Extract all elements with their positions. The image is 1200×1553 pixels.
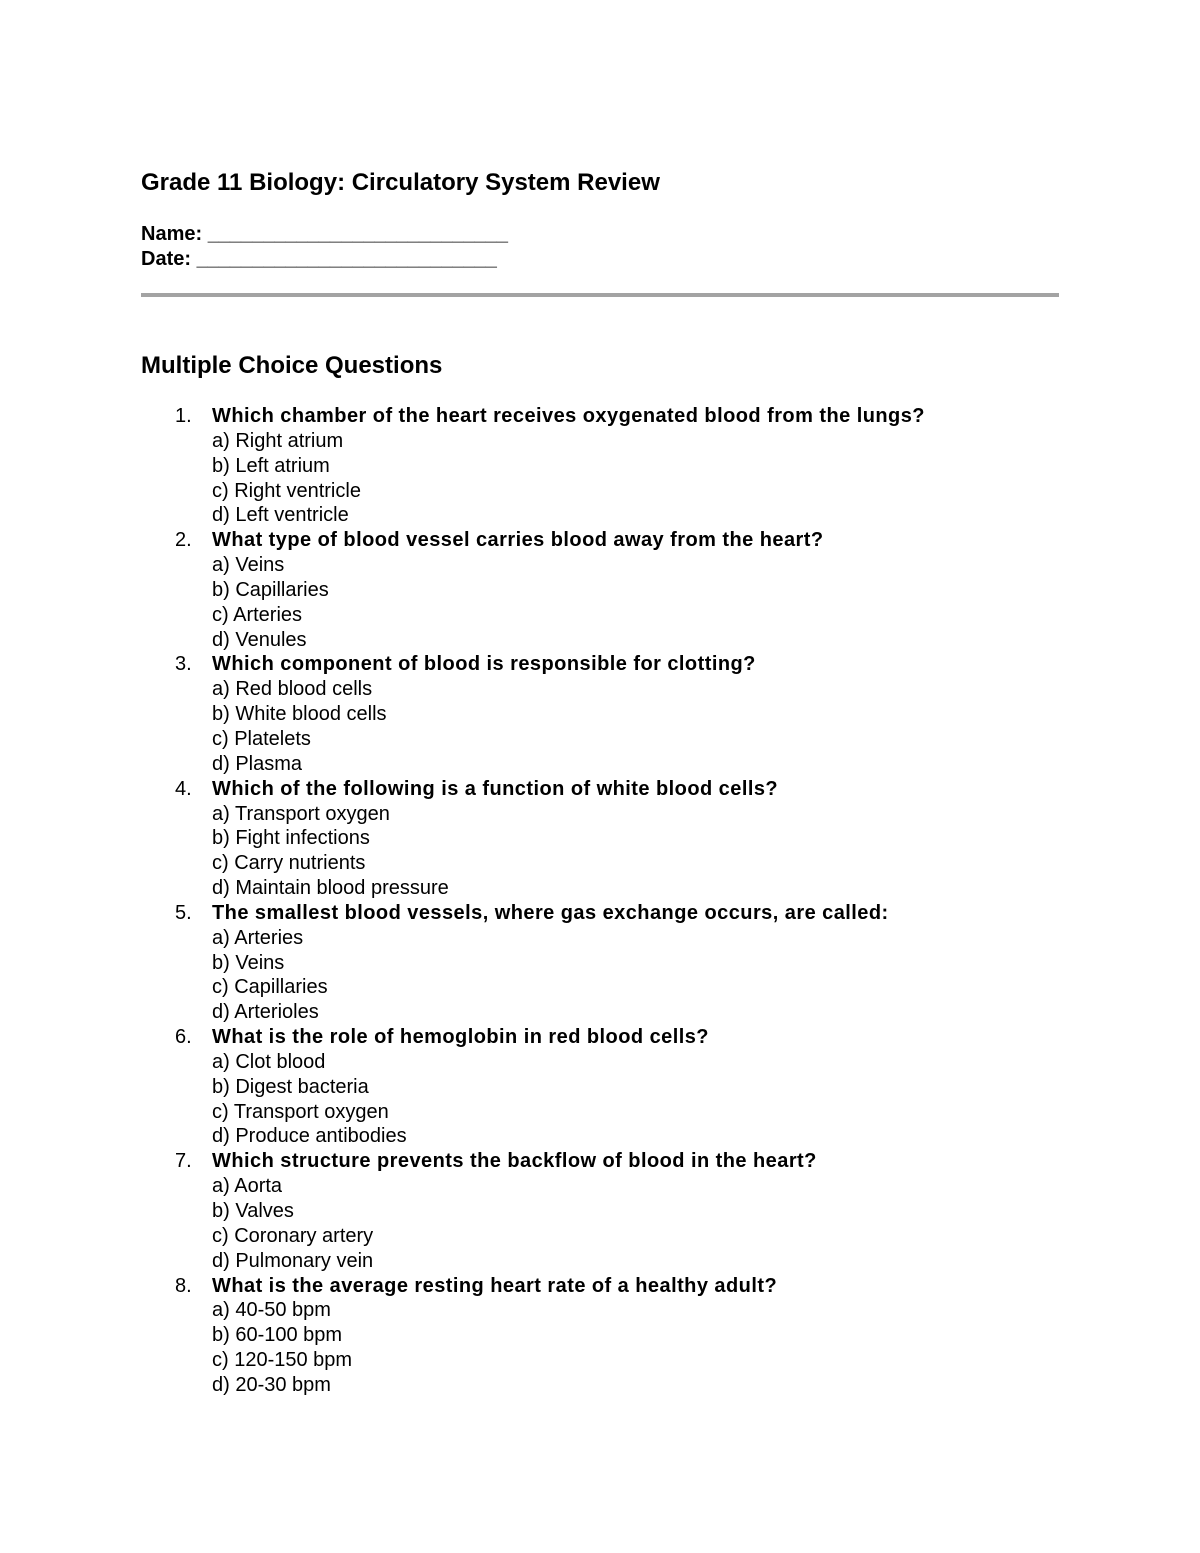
question-number: 8. bbox=[175, 1274, 192, 1297]
question-list bbox=[0, 404, 1100, 1398]
question-number: 2. bbox=[175, 529, 192, 552]
answer-option: c) Transport oxygen bbox=[212, 1100, 389, 1123]
answer-option: b) 60-100 bpm bbox=[212, 1324, 343, 1347]
answer-option: b) Valves bbox=[212, 1200, 294, 1222]
answer-option: b) Digest bacteria bbox=[212, 1075, 369, 1098]
question-text: What is the role of hemoglobin in red blood cells? bbox=[212, 1026, 709, 1049]
answer-option: b) Veins bbox=[212, 951, 285, 974]
question-item bbox=[0, 1149, 1100, 1273]
question-number: 5. bbox=[175, 901, 192, 924]
question-item bbox=[0, 1274, 1100, 1398]
page-title: Grade 11 Biology: Circulatory System Review bbox=[141, 169, 660, 196]
question-number: 6. bbox=[175, 1026, 192, 1049]
answer-option: d) 20-30 bpm bbox=[212, 1373, 331, 1396]
question-text: Which chamber of the heart receives oxygenated blood from the lungs? bbox=[212, 405, 925, 427]
question-item bbox=[0, 404, 1100, 528]
answer-option: c) Right ventricle bbox=[212, 479, 361, 502]
question-item bbox=[0, 901, 1100, 1025]
answer-option: c) Carry nutrients bbox=[212, 852, 366, 875]
answer-option: d) Left ventricle bbox=[212, 504, 349, 527]
question-text: What is the average resting heart rate of a healthy adult? bbox=[212, 1274, 778, 1297]
question-text: Which of the following is a function of white blood cells? bbox=[212, 777, 779, 800]
answer-option: d) Venules bbox=[212, 628, 307, 651]
answer-option: b) Capillaries bbox=[212, 578, 329, 601]
answer-option: c) Capillaries bbox=[212, 976, 328, 999]
answer-option: c) Arteries bbox=[212, 603, 303, 626]
answer-option: b) Left atrium bbox=[212, 454, 330, 477]
answer-option: a) Veins bbox=[212, 554, 285, 577]
answer-option: a) Aorta bbox=[212, 1175, 283, 1198]
answer-option: a) Transport oxygen bbox=[212, 802, 390, 825]
question-item bbox=[0, 528, 1100, 652]
answer-option: a) Red blood cells bbox=[212, 678, 373, 701]
question-text: What type of blood vessel carries blood away from the heart? bbox=[212, 529, 824, 552]
question-text: Which structure prevents the backflow of blood in the heart? bbox=[212, 1150, 817, 1173]
answer-option: b) White blood cells bbox=[212, 703, 387, 726]
name-field: Name: ___________________________ bbox=[141, 223, 509, 245]
answer-option: a) Right atrium bbox=[212, 429, 344, 452]
question-item bbox=[0, 1025, 1100, 1149]
question-item bbox=[0, 652, 1100, 776]
answer-option: d) Maintain blood pressure bbox=[212, 877, 449, 900]
question-number: 1. bbox=[175, 405, 192, 427]
answer-option: c) Platelets bbox=[212, 727, 311, 750]
horizontal-divider bbox=[141, 293, 1059, 297]
question-item bbox=[0, 777, 1100, 901]
question-number: 3. bbox=[175, 653, 192, 676]
answer-option: a) 40-50 bpm bbox=[212, 1299, 331, 1322]
answer-option: d) Produce antibodies bbox=[212, 1125, 407, 1148]
answer-option: a) Arteries bbox=[212, 926, 304, 949]
answer-option: d) Pulmonary vein bbox=[212, 1249, 374, 1272]
answer-option: a) Clot blood bbox=[212, 1050, 326, 1073]
answer-option: c) 120-150 bpm bbox=[212, 1349, 353, 1372]
answer-option: b) Fight infections bbox=[212, 827, 370, 850]
question-text: Which component of blood is responsible for clotting? bbox=[212, 653, 756, 676]
question-number: 7. bbox=[175, 1150, 192, 1173]
question-text: The smallest blood vessels, where gas exchange occurs, are called: bbox=[212, 901, 889, 924]
date-field: Date: ___________________________ bbox=[141, 248, 497, 270]
answer-option: c) Coronary artery bbox=[212, 1224, 374, 1247]
question-number: 4. bbox=[175, 777, 192, 800]
answer-option: d) Arterioles bbox=[212, 1001, 319, 1024]
section-title: Multiple Choice Questions bbox=[141, 352, 443, 379]
answer-option: d) Plasma bbox=[212, 752, 303, 775]
